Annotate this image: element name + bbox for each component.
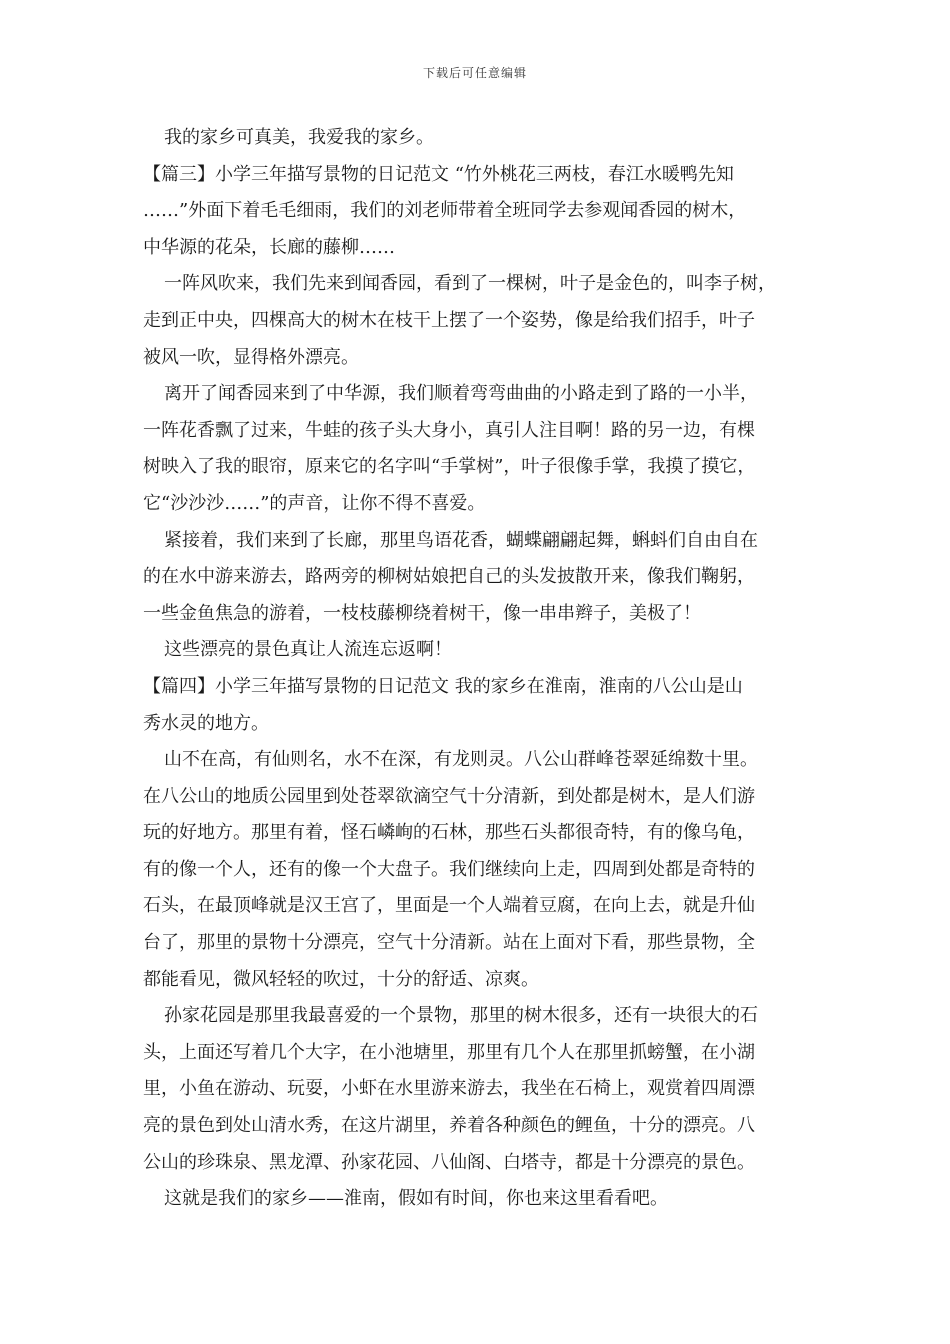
text-line: 它“沙沙沙……”的声音，让你不得不喜爱。 [143,492,486,514]
body-text [143,120,815,1218]
text-line: 【篇四】小学三年描写景物的日记范文 我的家乡在淮南，淮南的八公山是山 [143,675,743,697]
text-line: 亮的景色到处山清水秀，在这片湖里，养着各种颜色的鲤鱼，十分的漂亮。八 [143,1115,755,1137]
text-line: 台了，那里的景物十分漂亮，空气十分清新。站在上面对下看，那些景物，全 [143,932,755,954]
text-line: 紧接着，我们来到了长廊，那里鸟语花香，蝴蝶翩翩起舞，蝌蚪们自由自在 [164,529,758,551]
text-line: 一些金鱼焦急的游着，一枝枝藤柳绕着树干，像一串串辫子，美极了！ [143,602,701,624]
text-line: 在八公山的地质公园里到处苍翠欲滴空气十分清新，到处都是树木，是人们游 [143,785,755,807]
text-line: ……”外面下着毛毛细雨，我们的刘老师带着全班同学去参观闻香园的树木， [143,200,747,222]
text-line: 一阵风吹来，我们先来到闻香园，看到了一棵树，叶子是金色的，叫李子树， [164,273,776,295]
page-header: 下载后可任意编辑 [422,66,527,80]
text-line: 一阵花香飘了过来，牛蛙的孩子头大身小，真引人注目啊！路的另一边，有棵 [143,419,755,441]
text-line: 都能看见，微风轻轻的吹过，十分的舒适、凉爽。 [143,968,539,990]
text-line: 【篇三】小学三年描写景物的日记范文 “竹外桃花三两枝，春江水暖鸭先知 [143,163,734,185]
text-line: 有的像一个人，还有的像一个大盘子。我们继续向上走，四周到处都是奇特的 [143,858,755,880]
text-line: 公山的珍珠泉、黑龙潭、孙家花园、八仙阁、白塔寺，都是十分漂亮的景色。 [143,1151,755,1173]
text-line: 树映入了我的眼帘，原来它的名字叫“手掌树”，叶子很像手掌，我摸了摸它， [143,456,756,478]
text-line: 秀水灵的地方。 [143,712,269,734]
text-line: 玩的好地方。那里有着，怪石嶙峋的石林，那些石头都很奇特，有的像乌龟， [143,822,755,844]
text-line: 中华源的花朵，长廊的藤柳…… [143,236,395,258]
text-line: 里，小鱼在游动、玩耍，小虾在水里游来游去，我坐在石椅上，观赏着四周漂 [143,1078,755,1100]
text-line: 头，上面还写着几个大字，在小池塘里，那里有几个人在那里抓螃蟹，在小湖 [143,1041,755,1063]
text-line: 离开了闻香园来到了中华源，我们顺着弯弯曲曲的小路走到了路的一小半， [164,383,758,405]
text-line: 走到正中央，四棵高大的树木在枝干上摆了一个姿势，像是给我们招手，叶子 [143,309,755,331]
text-line: 山不在高，有仙则名，水不在深，有龙则灵。八公山群峰苍翠延绵数十里。 [164,749,758,771]
text-line: 石头，在最顶峰就是汉王宫了，里面是一个人端着豆腐，在向上去，就是升仙 [143,895,755,917]
text-line: 孙家花园是那里我最喜爱的一个景物，那里的树木很多，还有一块很大的石 [164,1005,758,1027]
text-line: 这就是我们的家乡——淮南，假如有时间，你也来这里看看吧。 [164,1188,668,1210]
text-line: 被风一吹，显得格外漂亮。 [143,346,359,368]
text-line: 这些漂亮的景色真让人流连忘返啊！ [164,639,452,661]
text-line: 我的家乡可真美，我爱我的家乡。 [164,127,434,148]
text-line: 的在水中游来游去，路两旁的柳树姑娘把自己的头发披散开来，像我们鞠躬， [143,566,755,588]
